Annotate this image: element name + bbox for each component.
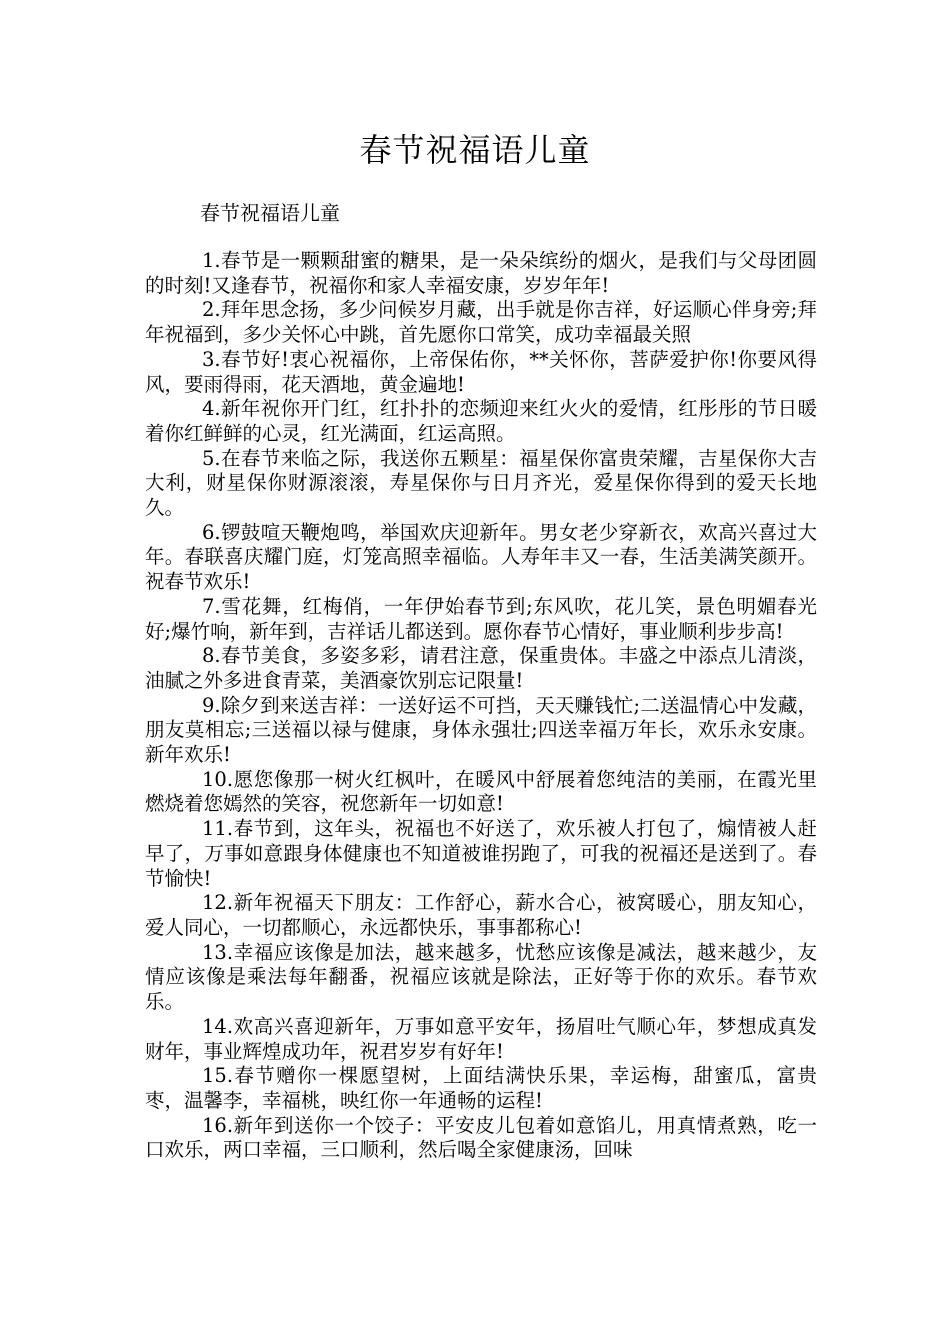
blessing-paragraph-9: 9.除夕到来送吉祥：一送好运不可挡，天天赚钱忙;二送温情心中发藏，朋友莫相忘;三送福以禄与健康，身体永强壮;四送幸福万年长，欢乐永安康。新年欢乐! <box>145 693 817 767</box>
document-title: 春节祝福语儿童 <box>359 131 591 169</box>
blessing-paragraph-4: 4.新年祝你开门红，红扑扑的恋频迎来红火火的爱情，红彤彤的节日暖着你红鲜鲜的心灵，红光满面，红运高照。 <box>145 397 817 445</box>
blessing-paragraph-13: 13.幸福应该像是加法，越来越多，忧愁应该像是减法，越来越少，友情应该像是乘法每年翻番，祝福应该就是除法，正好等于你的欢乐。春节欢乐。 <box>145 940 817 1014</box>
blessing-paragraph-2: 2.拜年思念扬，多少问候岁月藏，出手就是你吉祥，好运顺心伴身旁;拜年祝福到，多少关怀心中跳，首先愿你口常笑，成功幸福最关照 <box>145 298 817 347</box>
blessing-paragraph-1: 1.春节是一颗颗甜蜜的糖果，是一朵朵缤纷的烟火，是我们与父母团圆的时刻!又逢春节，祝福你和家人幸福安康，岁岁年年! <box>145 249 817 297</box>
blessing-paragraph-6: 6.锣鼓喧天鞭炮鸣，举国欢庆迎新年。男女老少穿新衣，欢高兴喜过大年。春联喜庆耀门庭，灯笼高照幸福临。人寿年丰又一春，生活美满笑颜开。祝春节欢乐! <box>145 520 817 594</box>
blessing-paragraph-8: 8.春节美食，多姿多彩，请君注意，保重贵体。丰盛之中添点儿清淡，油腻之外多进食青菜，美酒豪饮别忘记限量! <box>145 644 817 692</box>
blessing-paragraph-16: 16.新年到送你一个饺子：平安皮儿包着如意馅儿，用真情煮熟，吃一口欢乐，两口幸福，三口顺利，然后喝全家健康汤，回味 <box>145 1113 817 1162</box>
blessing-paragraph-15: 15.春节赠你一棵愿望树，上面结满快乐果，幸运梅，甜蜜瓜，富贵枣，温馨李，幸福桃，映红你一年通畅的运程! <box>145 1064 817 1112</box>
document-body <box>145 249 817 1163</box>
blessing-paragraph-10: 10.愿您像那一树火红枫叶，在暖风中舒展着您纯洁的美丽，在霞光里燃烧着您嫣然的笑容，祝您新年一切如意! <box>145 767 817 816</box>
blessing-paragraph-14: 14.欢高兴喜迎新年，万事如意平安年，扬眉吐气顺心年，梦想成真发财年，事业辉煌成功年，祝君岁岁有好年! <box>145 1014 817 1063</box>
document-subtitle: 春节祝福语儿童 <box>200 201 340 225</box>
blessing-paragraph-7: 7.雪花舞，红梅俏，一年伊始春节到;东风吹，花儿笑，景色明媚春光好;爆竹响，新年到，吉祥话儿都送到。愿你春节心情好，事业顺利步步高! <box>145 594 817 643</box>
blessing-paragraph-11: 11.春节到，这年头，祝福也不好送了，欢乐被人打包了，煽情被人赶早了，万事如意跟身体健康也不知道被谁拐跑了，可我的祝福还是送到了。春节愉快! <box>145 817 817 890</box>
blessing-paragraph-5: 5.在春节来临之际，我送你五颗星：福星保你富贵荣耀，吉星保你大吉大利，财星保你财源滚滚，寿星保你与日月齐光，爱星保你得到的爱天长地久。 <box>145 446 817 520</box>
blessing-paragraph-3: 3.春节好!衷心祝福你，上帝保佑你，**关怀你，菩萨爱护你!你要风得风，要雨得雨，花天酒地，黄金遍地! <box>145 347 817 396</box>
blessing-paragraph-12: 12.新年祝福天下朋友：工作舒心，薪水合心，被窝暖心，朋友知心，爱人同心，一切都顺心，永远都快乐，事事都称心! <box>145 891 817 939</box>
